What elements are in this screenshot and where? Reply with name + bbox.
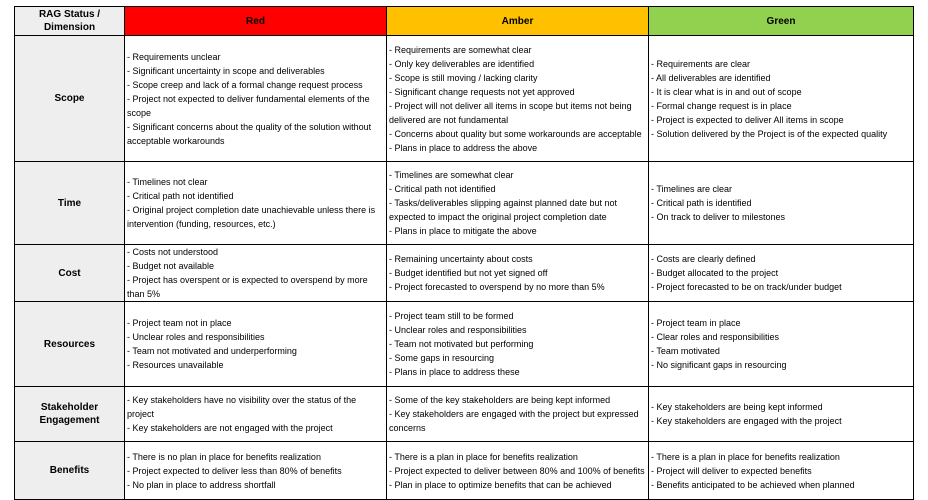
green-criteria-cell (649, 162, 914, 245)
criteria-item: - Original project completion date unachievable unless there is intervention (funding, resources, etc.) (127, 205, 376, 229)
criteria-item: - Only key deliverables are identified (389, 58, 535, 69)
criteria-item: - Benefits anticipated to be achieved when planned (651, 479, 855, 490)
criteria-item: - Solution delivered by the Project is of the expected quality (651, 128, 888, 139)
criteria-item: - Team not motivated but performing (389, 339, 534, 349)
criteria-item: - Project expected to deliver between 80% and 100% of benefits (389, 465, 645, 476)
table-row (15, 36, 914, 162)
criteria-item: - No significant gaps in resourcing (651, 360, 787, 370)
criteria-item: - Project will deliver to expected benefits (651, 465, 812, 476)
criteria-item: - Requirements unclear (127, 51, 221, 62)
header-red: Red (125, 7, 387, 36)
green-criteria-cell (649, 245, 914, 302)
amber-criteria-cell (387, 302, 649, 387)
criteria-item: - Project forecasted to be on track/under budget (651, 282, 842, 292)
criteria-item: - No plan in place to address shortfall (127, 479, 276, 490)
red-criteria-cell (125, 36, 387, 162)
green-criteria-cell (649, 302, 914, 387)
criteria-item: - Significant change requests not yet approved (389, 86, 575, 97)
dimension-label: Resources (15, 302, 125, 387)
amber-criteria-cell (387, 36, 649, 162)
rag-status-table (14, 6, 914, 500)
criteria-item: - Project forecasted to overspend by no more than 5% (389, 282, 605, 292)
green-criteria-cell (649, 442, 914, 500)
criteria-item: - Project is expected to deliver All items in scope (651, 114, 844, 125)
amber-criteria-cell (387, 442, 649, 500)
criteria-item: - All deliverables are identified (651, 72, 771, 83)
criteria-item: - Project team still to be formed (389, 311, 514, 321)
dimension-label: Stakeholder Engagement (15, 387, 125, 442)
dimension-label: Scope (15, 36, 125, 162)
criteria-item: - Critical path is identified (651, 198, 752, 208)
criteria-item: - Plans in place to mitigate the above (389, 226, 537, 236)
criteria-item: - Timelines are somewhat clear (389, 170, 514, 180)
criteria-item: - Significant uncertainty in scope and deliverables (127, 65, 325, 76)
red-criteria-cell (125, 302, 387, 387)
criteria-item: - Tasks/deliverables slipping against planned date but not expected to impact the original project completion date (389, 198, 617, 222)
criteria-item: - Plans in place to address these (389, 367, 520, 377)
criteria-item: - Key stakeholders are not engaged with the project (127, 423, 333, 433)
criteria-item: - Resources unavailable (127, 360, 224, 370)
dimension-label: Cost (15, 245, 125, 302)
red-criteria-cell (125, 442, 387, 500)
criteria-item: - Plan in place to optimize benefits that can be achieved (389, 479, 612, 490)
criteria-item: - Key stakeholders have no visibility over the status of the project (127, 395, 357, 419)
amber-criteria-cell (387, 387, 649, 442)
criteria-item: - Key stakeholders are being kept informed (651, 402, 823, 412)
green-criteria-cell (649, 36, 914, 162)
criteria-item: - Requirements are clear (651, 58, 751, 69)
criteria-item: - Project not expected to deliver fundamental elements of the scope (127, 93, 370, 118)
criteria-item: - Timelines not clear (127, 177, 208, 187)
criteria-item: - Key stakeholders are engaged with the project but expressed concerns (389, 409, 639, 433)
criteria-item: - Team not motivated and underperforming (127, 346, 297, 356)
criteria-item: - Critical path not identified (389, 184, 496, 194)
criteria-item: - Some of the key stakeholders are being kept informed (389, 395, 611, 405)
table-row (15, 442, 914, 500)
criteria-item: - Formal change request is in place (651, 100, 792, 111)
header-dimension: RAG Status / Dimension (15, 7, 125, 36)
criteria-item: - Concerns about quality but some workarounds are acceptable (389, 128, 642, 139)
table-row (15, 245, 914, 302)
dimension-label: Time (15, 162, 125, 245)
criteria-item: - There is a plan in place for benefits realization (651, 451, 840, 462)
green-criteria-cell (649, 387, 914, 442)
criteria-item: - Budget allocated to the project (651, 268, 779, 278)
criteria-item: - Team motivated (651, 346, 720, 356)
criteria-item: - Scope is still moving / lacking clarity (389, 72, 538, 83)
header-green: Green (649, 7, 914, 36)
table-row (15, 387, 914, 442)
red-criteria-cell (125, 387, 387, 442)
criteria-item: - Requirements are somewhat clear (389, 44, 532, 55)
table-row (15, 162, 914, 245)
red-criteria-cell (125, 245, 387, 302)
criteria-item: - Costs are clearly defined (651, 254, 756, 264)
criteria-item: - On track to deliver to milestones (651, 212, 786, 222)
criteria-item: - Budget identified but not yet signed off (389, 268, 548, 278)
amber-criteria-cell (387, 162, 649, 245)
criteria-item: - Critical path not identified (127, 191, 234, 201)
dimension-label: Benefits (15, 442, 125, 500)
criteria-item: - Project team in place (651, 318, 741, 328)
criteria-item: - Timelines are clear (651, 184, 733, 194)
criteria-item: - Key stakeholders are engaged with the project (651, 416, 842, 426)
criteria-item: - There is a plan in place for benefits realization (389, 451, 578, 462)
criteria-item: - Unclear roles and responsibilities (389, 325, 527, 335)
criteria-item: - Remaining uncertainty about costs (389, 254, 533, 264)
criteria-item: - It is clear what is in and out of scope (651, 86, 802, 97)
criteria-item: - Costs not understood (127, 247, 219, 257)
criteria-item: - Unclear roles and responsibilities (127, 332, 265, 342)
criteria-item: - Project expected to deliver less than 80% of benefits (127, 465, 342, 476)
criteria-item: - Project has overspent or is expected to overspend by more than 5% (127, 275, 368, 299)
criteria-item: - Significant concerns about the quality of the solution without acceptable workarounds (127, 121, 372, 146)
header-row (15, 7, 914, 36)
criteria-item: - Clear roles and responsibilities (651, 332, 780, 342)
criteria-item: - Budget not available (127, 261, 215, 271)
criteria-item: - Plans in place to address the above (389, 142, 538, 153)
header-amber: Amber (387, 7, 649, 36)
criteria-item: - Scope creep and lack of a formal change request process (127, 79, 363, 90)
criteria-item: - Project will not deliver all items in scope but items not being delivered are not fundamental (389, 100, 632, 125)
criteria-item: - Some gaps in resourcing (389, 353, 495, 363)
amber-criteria-cell (387, 245, 649, 302)
red-criteria-cell (125, 162, 387, 245)
criteria-item: - There is no plan in place for benefits realization (127, 451, 321, 462)
table-row (15, 302, 914, 387)
criteria-item: - Project team not in place (127, 318, 232, 328)
